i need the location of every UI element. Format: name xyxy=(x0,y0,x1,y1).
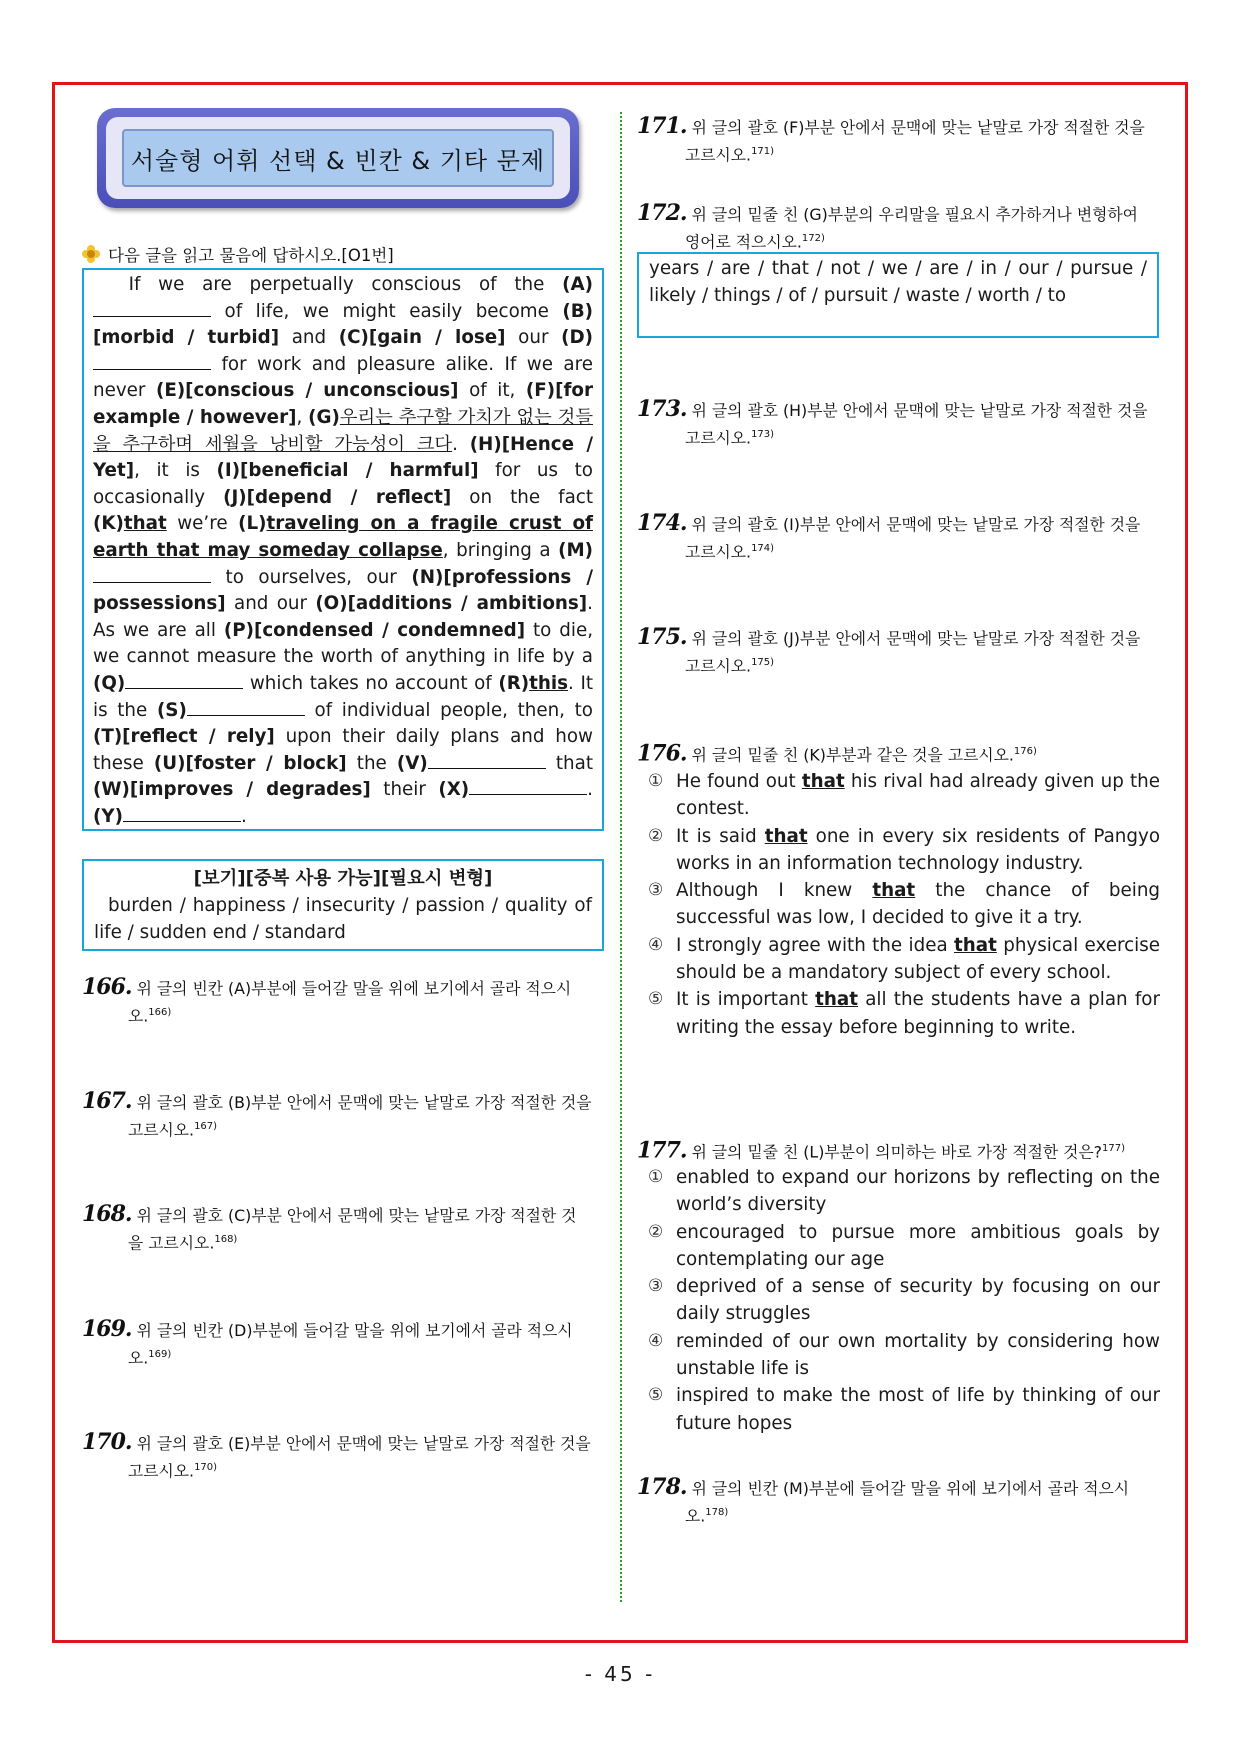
question-178: 178. 위 글의 빈칸 (M)부분에 들어갈 말을 위에 보기에서 골라 적으시 오.$^{178)}$ xyxy=(637,1474,1130,1526)
underlined-g: 우리는 추구할 가치가 없는 것들을 추구하며 세월을 낭비할 가능성이 크다 xyxy=(93,406,593,455)
label-l: (L) xyxy=(238,513,267,535)
choice-b: (B)[morbid / turbid] xyxy=(93,300,593,349)
title-badge xyxy=(97,108,579,208)
choice-h: (H)[Hence / Yet] xyxy=(93,433,594,482)
reading-passage: If we are perpetually conscious of the (A) of life, we might easily become (B)[morbid / turbid] and (C)[gain / lose] our (D) for work and pleasure alike. If we are never (E)[conscious / unconscious] of it, (F)[for example / however], (G)우리는 추구할 가치가 없는 것들을 추구하며 세월을 낭비할 가능성이 크다. (H)[Hence / Yet], it is (I)[beneficial / harmful] for us to occasionally (J)[depend / reflect] on the fact (K)that we’re (L)traveling on a fragile crust of earth that may someday collapse, bringing a (M) to ourselves, our (N)[professions / possessions] and our (O)[additions / ambitions]. As we are all (P)[condensed / condemned] to die, we cannot measure the worth of anything in life by a (Q) which takes no account of (R)this. It is the (S) of individual people, then, to (T)[reflect / rely] upon their daily plans and how these (U)[foster / block] the (V) that (W)[improves / degrades] their (X) . (Y) . xyxy=(82,268,604,831)
choice-p: (P)[condensed / condemned] xyxy=(223,619,526,641)
question-173: 173. 위 글의 괄호 (H)부분 안에서 문맥에 맞는 낱말로 가장 적절한 것을 고르시오.$^{173)}$ xyxy=(637,396,1148,448)
page-number: - 45 - xyxy=(584,1662,656,1686)
options-177 xyxy=(648,1164,1160,1437)
blank-label-s: (S) xyxy=(156,699,187,721)
option-177-3[interactable]: ③ deprived of a sense of security by focusing on our daily struggles xyxy=(648,1276,1160,1325)
instruction-text: 다음 글을 읽고 물음에 답하시오.[O1번] xyxy=(108,246,394,265)
underlined-r: this xyxy=(529,672,569,694)
question-171: 171. 위 글의 괄호 (F)부분 안에서 문맥에 맞는 낱말로 가장 적절한 것을 고르시오.$^{171)}$ xyxy=(637,113,1145,165)
blank-label-d: (D) xyxy=(561,327,593,349)
option-177-4[interactable]: ④ reminded of our own mortality by considering how unstable life is xyxy=(648,1330,1160,1380)
word-bank-title: [보기][중복 사용 가능][필요시 변형] xyxy=(193,868,493,889)
instruction-line xyxy=(82,242,394,266)
blank-x[interactable] xyxy=(469,777,587,795)
option-177-5[interactable]: ⑤ inspired to make the most of life by thinking of our future hopes xyxy=(648,1385,1160,1434)
question-174: 174. 위 글의 괄호 (I)부분 안에서 문맥에 맞는 낱말로 가장 적절한 것을 고르시오.$^{174)}$ xyxy=(637,510,1141,562)
question-166: 166. 위 글의 빈칸 (A)부분에 들어갈 말을 위에 보기에서 골라 적으시 오.$^{166)}$ xyxy=(82,974,572,1026)
blank-label-y: (Y) xyxy=(93,805,123,827)
question-172: 172. 위 글의 밑줄 친 (G)부분의 우리말을 필요시 추가하거나 변형하여 영어로 적으시오.$^{172)}$ xyxy=(637,200,1138,252)
option-176-1[interactable]: ① He found out that his rival had already given up the contest. xyxy=(648,771,1160,820)
question-176: 176. 위 글의 밑줄 친 (K)부분과 같은 것을 고르시오.$^{176)}$ xyxy=(637,740,1037,767)
title-badge-inner-frame xyxy=(106,117,570,199)
option-177-1[interactable]: ① enabled to expand our horizons by reflecting on the world’s diversity xyxy=(648,1167,1160,1216)
choice-u: (U)[foster / block] xyxy=(153,752,347,774)
blank-a[interactable] xyxy=(93,299,211,317)
options-176 xyxy=(648,768,1160,1041)
blank-label-q: (Q) xyxy=(93,672,126,694)
label-r: (R) xyxy=(498,672,530,694)
choice-w: (W)[improves / degrades] xyxy=(93,779,371,801)
choice-i: (I)[beneficial / harmful] xyxy=(216,460,479,482)
choice-e: (E)[conscious / unconscious] xyxy=(155,380,459,402)
blank-label-m: (M) xyxy=(558,539,594,561)
blank-label-a: (A) xyxy=(562,274,593,295)
option-177-2[interactable]: ② encouraged to pursue more ambitious goals by contemplating our age xyxy=(648,1221,1160,1270)
option-176-4[interactable]: ④ I strongly agree with the idea that physical exercise should be a mandatory subject of every school. xyxy=(648,934,1160,984)
blank-s[interactable] xyxy=(187,698,305,716)
question-167: 167. 위 글의 괄호 (B)부분 안에서 문맥에 맞는 낱말로 가장 적절한 것을 고르시오.$^{167)}$ xyxy=(82,1088,592,1140)
word-bank-box xyxy=(82,859,604,951)
option-176-5[interactable]: ⑤ It is important that all the students have a plan for writing the essay before beginning to write. xyxy=(648,989,1160,1038)
option-176-2[interactable]: ② It is said that one in every six residents of Pangyo works in an information technology industry. xyxy=(648,825,1160,874)
choice-c: (C)[gain / lose] xyxy=(338,327,506,349)
choice-n: (N)[professions / possessions] xyxy=(93,566,593,615)
question-177: 177. 위 글의 밑줄 친 (L)부분이 의미하는 바로 가장 적절한 것은?$^{177)}$ xyxy=(637,1137,1126,1164)
choice-j: (J)[depend / reflect] xyxy=(223,486,452,508)
blank-q[interactable] xyxy=(125,671,243,689)
label-g: (G) xyxy=(308,406,340,428)
blank-label-x: (X) xyxy=(438,779,470,801)
page-title: 서술형 어휘 선택 & 빈칸 & 기타 문제 xyxy=(122,129,554,187)
flower-bullet-icon xyxy=(82,245,100,263)
question-175: 175. 위 글의 괄호 (J)부분 안에서 문맥에 맞는 낱말로 가장 적절한 것을 고르시오.$^{175)}$ xyxy=(637,624,1141,676)
choice-o: (O)[additions / ambitions] xyxy=(315,593,588,615)
word-bank-words: burden / happiness / insecurity / passion / quality of life / sudden end / standard xyxy=(94,895,592,943)
blank-v[interactable] xyxy=(428,751,546,769)
label-k: (K) xyxy=(93,513,124,535)
underlined-k: that xyxy=(123,513,167,535)
blank-label-v: (V) xyxy=(396,752,428,774)
question-170: 170. 위 글의 괄호 (E)부분 안에서 문맥에 맞는 낱말로 가장 적절한 것을 고르시오.$^{170)}$ xyxy=(82,1429,591,1481)
word-order-box: years / are / that / not / we / are / in / our / pursue / likely / things / of / pursuit / waste / worth / to xyxy=(637,252,1159,338)
question-169: 169. 위 글의 빈칸 (D)부분에 들어갈 말을 위에 보기에서 골라 적으시 오.$^{169)}$ xyxy=(82,1316,573,1368)
question-168: 168. 위 글의 괄호 (C)부분 안에서 문맥에 맞는 낱말로 가장 적절한 것 을 고르시오.$^{168)}$ xyxy=(82,1201,577,1253)
blank-m[interactable] xyxy=(93,565,211,583)
choice-f: (F)[for example / however] xyxy=(93,380,593,428)
column-divider xyxy=(620,112,622,1602)
option-176-3[interactable]: ③ Although I knew that the chance of being successful was low, I decided to give it a try. xyxy=(648,880,1161,929)
blank-d[interactable] xyxy=(93,352,211,370)
blank-y[interactable] xyxy=(123,804,241,822)
underlined-l: traveling on a fragile crust of earth that may someday collapse xyxy=(93,513,593,561)
choice-t: (T)[reflect / rely] xyxy=(93,726,275,748)
